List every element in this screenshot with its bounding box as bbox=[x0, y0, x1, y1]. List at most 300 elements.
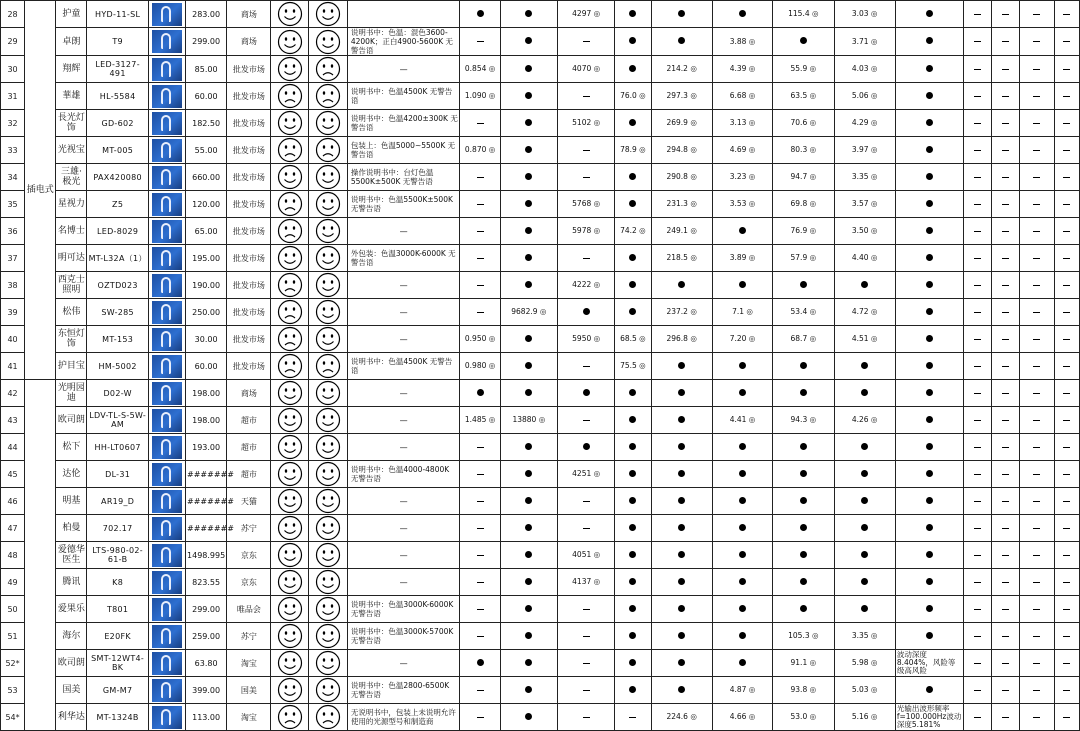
row-number-cell: 45 bbox=[1, 461, 25, 488]
pass-dot-icon bbox=[678, 389, 685, 396]
result-cell-4 bbox=[615, 299, 651, 326]
result-cell-13 bbox=[1054, 56, 1079, 83]
sad-face-icon bbox=[315, 56, 341, 82]
result-cell-8: 3.35 ◎ bbox=[834, 623, 895, 650]
not-applicable-dash-icon bbox=[974, 420, 981, 421]
price-cell: 399.00 bbox=[186, 677, 227, 704]
pass-dot-icon bbox=[861, 443, 868, 450]
pass-dot-icon bbox=[926, 578, 933, 585]
not-applicable-dash-icon bbox=[1002, 528, 1009, 529]
row-number-cell: 40 bbox=[1, 326, 25, 353]
result-cell-4: 68.5 ◎ bbox=[615, 326, 651, 353]
brand-cell: 柏曼 bbox=[56, 515, 87, 542]
sad-face-icon bbox=[277, 326, 303, 352]
smiley-face-icon bbox=[277, 677, 303, 703]
brand-cell: 爱果乐 bbox=[56, 596, 87, 623]
result-cell-9 bbox=[895, 191, 963, 218]
not-applicable-dash-icon bbox=[477, 231, 484, 232]
brand-cell: 三雄·极光 bbox=[56, 164, 87, 191]
result-cell-9 bbox=[895, 677, 963, 704]
pass-dot-icon bbox=[739, 281, 746, 288]
not-applicable-dash-icon bbox=[1002, 231, 1009, 232]
result-cell-3 bbox=[558, 623, 615, 650]
pass-dot-icon bbox=[629, 551, 636, 558]
not-applicable-dash-icon bbox=[974, 231, 981, 232]
table-row bbox=[1, 380, 1080, 407]
result-cell-11 bbox=[992, 272, 1019, 299]
product-image-cell bbox=[148, 191, 185, 218]
result-cell-12 bbox=[1019, 542, 1054, 569]
result-cell-3: 5950 ◎ bbox=[558, 326, 615, 353]
result-cell-11 bbox=[992, 164, 1019, 191]
not-applicable-dash-icon bbox=[1063, 528, 1070, 529]
result-cell-8: 5.16 ◎ bbox=[834, 704, 895, 731]
result-cell-6 bbox=[712, 623, 772, 650]
not-applicable-dash-icon bbox=[974, 582, 981, 583]
result-cell-2 bbox=[500, 596, 557, 623]
row-number-cell: 31 bbox=[1, 83, 25, 110]
pass-dot-icon bbox=[926, 335, 933, 342]
smiley-face-icon bbox=[315, 326, 341, 352]
result-cell-3 bbox=[558, 596, 615, 623]
result-cell-11 bbox=[992, 28, 1019, 56]
pass-dot-icon bbox=[678, 37, 685, 44]
result-cell-4 bbox=[615, 515, 651, 542]
result-cell-10 bbox=[964, 434, 992, 461]
smiley-face-icon bbox=[277, 515, 303, 541]
not-applicable-dash-icon bbox=[583, 177, 590, 178]
rating-2-cell bbox=[308, 83, 347, 110]
description-cell: 无说明书中，包装上未说明允许使用的光源型号和制造商 bbox=[347, 704, 460, 731]
description-cell: — bbox=[347, 56, 460, 83]
result-cell-1 bbox=[460, 245, 500, 272]
result-cell-2 bbox=[500, 218, 557, 245]
pass-dot-icon bbox=[525, 470, 532, 477]
result-cell-13 bbox=[1054, 83, 1079, 110]
result-cell-10 bbox=[964, 515, 992, 542]
result-cell-1 bbox=[460, 569, 500, 596]
result-cell-12 bbox=[1019, 677, 1054, 704]
brand-cell: 明可达 bbox=[56, 245, 87, 272]
result-cell-3: 5768 ◎ bbox=[558, 191, 615, 218]
result-cell-9 bbox=[895, 434, 963, 461]
not-applicable-dash-icon bbox=[1033, 285, 1040, 286]
pass-dot-icon bbox=[525, 362, 532, 369]
rating-2-cell bbox=[308, 218, 347, 245]
pass-dot-icon bbox=[525, 227, 532, 234]
smiley-face-icon bbox=[315, 569, 341, 595]
pass-dot-icon bbox=[678, 281, 685, 288]
result-cell-9 bbox=[895, 110, 963, 137]
not-applicable-dash-icon bbox=[583, 258, 590, 259]
result-cell-7 bbox=[773, 380, 834, 407]
row-number-cell: 46 bbox=[1, 488, 25, 515]
pass-dot-icon bbox=[525, 578, 532, 585]
pass-dot-icon bbox=[800, 551, 807, 558]
smiley-face-icon bbox=[277, 110, 303, 136]
brand-cell: 东恒灯饰 bbox=[56, 326, 87, 353]
result-cell-11 bbox=[992, 623, 1019, 650]
result-cell-11 bbox=[992, 380, 1019, 407]
rating-1-cell bbox=[271, 650, 308, 677]
channel-cell: 苏宁 bbox=[227, 515, 271, 542]
not-applicable-dash-icon bbox=[1002, 69, 1009, 70]
price-cell: ####### bbox=[186, 515, 227, 542]
result-cell-13 bbox=[1054, 110, 1079, 137]
smiley-face-icon bbox=[315, 650, 341, 676]
result-cell-10 bbox=[964, 353, 992, 380]
result-cell-12 bbox=[1019, 137, 1054, 164]
result-cell-10 bbox=[964, 326, 992, 353]
result-cell-2 bbox=[500, 272, 557, 299]
result-cell-8 bbox=[834, 434, 895, 461]
result-cell-12 bbox=[1019, 488, 1054, 515]
smiley-face-icon bbox=[315, 191, 341, 217]
product-image-cell bbox=[148, 488, 185, 515]
not-applicable-dash-icon bbox=[1002, 204, 1009, 205]
not-applicable-dash-icon bbox=[1063, 366, 1070, 367]
result-cell-12 bbox=[1019, 191, 1054, 218]
brand-cell: 欧司朗 bbox=[56, 407, 87, 434]
pass-dot-icon bbox=[525, 65, 532, 72]
rating-2-cell bbox=[308, 488, 347, 515]
result-cell-5: 296.8 ◎ bbox=[651, 326, 712, 353]
model-cell: HH-LT0607 bbox=[87, 434, 148, 461]
price-cell: 85.00 bbox=[186, 56, 227, 83]
not-applicable-dash-icon bbox=[477, 177, 484, 178]
result-cell-10 bbox=[964, 191, 992, 218]
result-cell-12 bbox=[1019, 569, 1054, 596]
not-applicable-dash-icon bbox=[1063, 690, 1070, 691]
product-image-cell bbox=[148, 137, 185, 164]
result-cell-13 bbox=[1054, 650, 1079, 677]
not-applicable-dash-icon bbox=[974, 41, 981, 42]
brand-cell: 名博士 bbox=[56, 218, 87, 245]
product-image-cell bbox=[148, 704, 185, 731]
model-cell: MT-1324B bbox=[87, 704, 148, 731]
model-cell: 702.17 bbox=[87, 515, 148, 542]
smiley-face-icon bbox=[315, 461, 341, 487]
result-cell-12 bbox=[1019, 515, 1054, 542]
sad-face-icon bbox=[277, 272, 303, 298]
brand-cell: 華雄 bbox=[56, 83, 87, 110]
not-applicable-dash-icon bbox=[974, 366, 981, 367]
not-applicable-dash-icon bbox=[1033, 14, 1040, 15]
result-cell-10 bbox=[964, 137, 992, 164]
price-cell: 823.55 bbox=[186, 569, 227, 596]
table-row bbox=[1, 56, 1080, 83]
result-cell-13 bbox=[1054, 218, 1079, 245]
not-applicable-dash-icon bbox=[1002, 41, 1009, 42]
table-row bbox=[1, 488, 1080, 515]
result-cell-3: 4222 ◎ bbox=[558, 272, 615, 299]
result-cell-13 bbox=[1054, 272, 1079, 299]
pass-dot-icon bbox=[525, 173, 532, 180]
lamp-photo bbox=[152, 436, 182, 459]
result-cell-2 bbox=[500, 488, 557, 515]
row-number-cell: 35 bbox=[1, 191, 25, 218]
result-cell-13 bbox=[1054, 623, 1079, 650]
rating-1-cell bbox=[271, 245, 308, 272]
table-row bbox=[1, 677, 1080, 704]
smiley-face-icon bbox=[315, 407, 341, 433]
price-cell: 65.00 bbox=[186, 218, 227, 245]
row-number-cell: 43 bbox=[1, 407, 25, 434]
description-cell: 说明书中：色温5500K±500K 无警告语 bbox=[347, 191, 460, 218]
product-image-cell bbox=[148, 623, 185, 650]
result-cell-10 bbox=[964, 596, 992, 623]
result-cell-7: 68.7 ◎ bbox=[773, 326, 834, 353]
result-cell-3 bbox=[558, 28, 615, 56]
pass-dot-icon bbox=[525, 443, 532, 450]
result-cell-5: 269.9 ◎ bbox=[651, 110, 712, 137]
result-cell-10 bbox=[964, 704, 992, 731]
pass-dot-icon bbox=[525, 119, 532, 126]
result-cell-9 bbox=[895, 218, 963, 245]
table-row bbox=[1, 245, 1080, 272]
result-cell-6: 4.41 ◎ bbox=[712, 407, 772, 434]
result-cell-3: 4051 ◎ bbox=[558, 542, 615, 569]
pass-dot-icon bbox=[525, 497, 532, 504]
not-applicable-dash-icon bbox=[1033, 609, 1040, 610]
row-number-cell: 41 bbox=[1, 353, 25, 380]
result-cell-3: 5102 ◎ bbox=[558, 110, 615, 137]
pass-dot-icon bbox=[629, 37, 636, 44]
channel-cell: 商场 bbox=[227, 1, 271, 28]
channel-cell: 京东 bbox=[227, 542, 271, 569]
pass-dot-icon bbox=[926, 119, 933, 126]
not-applicable-dash-icon bbox=[477, 528, 484, 529]
pass-dot-icon bbox=[678, 497, 685, 504]
rating-1-cell bbox=[271, 407, 308, 434]
lamp-photo bbox=[152, 328, 182, 351]
result-cell-10 bbox=[964, 623, 992, 650]
rating-2-cell bbox=[308, 704, 347, 731]
lamp-photo bbox=[152, 30, 182, 53]
result-cell-9 bbox=[895, 542, 963, 569]
not-applicable-dash-icon bbox=[1063, 717, 1070, 718]
result-cell-5: 214.2 ◎ bbox=[651, 56, 712, 83]
sad-face-icon bbox=[277, 83, 303, 109]
pass-dot-icon bbox=[926, 605, 933, 612]
pass-dot-icon bbox=[678, 470, 685, 477]
smiley-face-icon bbox=[277, 650, 303, 676]
result-cell-12 bbox=[1019, 623, 1054, 650]
not-applicable-dash-icon bbox=[1033, 636, 1040, 637]
description-cell: — bbox=[347, 650, 460, 677]
result-cell-6: 4.69 ◎ bbox=[712, 137, 772, 164]
result-cell-13 bbox=[1054, 569, 1079, 596]
result-cell-7: 93.8 ◎ bbox=[773, 677, 834, 704]
price-cell: 182.50 bbox=[186, 110, 227, 137]
result-cell-6 bbox=[712, 272, 772, 299]
rating-2-cell bbox=[308, 110, 347, 137]
pass-dot-icon bbox=[739, 10, 746, 17]
pass-dot-icon bbox=[861, 362, 868, 369]
pass-dot-icon bbox=[926, 227, 933, 234]
not-applicable-dash-icon bbox=[1002, 717, 1009, 718]
rating-2-cell bbox=[308, 407, 347, 434]
pass-dot-icon bbox=[525, 10, 532, 17]
lamp-photo bbox=[152, 490, 182, 513]
result-cell-4 bbox=[615, 380, 651, 407]
not-applicable-dash-icon bbox=[1002, 339, 1009, 340]
result-cell-11 bbox=[992, 83, 1019, 110]
description-cell: — bbox=[347, 326, 460, 353]
rating-2-cell bbox=[308, 461, 347, 488]
not-applicable-dash-icon bbox=[974, 14, 981, 15]
result-cell-9: 光输出波形频率f=100.000Hz波动深度5.181% bbox=[895, 704, 963, 731]
not-applicable-dash-icon bbox=[1063, 636, 1070, 637]
smiley-face-icon bbox=[277, 380, 303, 406]
result-cell-1 bbox=[460, 110, 500, 137]
result-cell-11 bbox=[992, 569, 1019, 596]
result-cell-5: 237.2 ◎ bbox=[651, 299, 712, 326]
result-cell-12 bbox=[1019, 407, 1054, 434]
not-applicable-dash-icon bbox=[974, 204, 981, 205]
result-cell-10 bbox=[964, 407, 992, 434]
price-cell: 259.00 bbox=[186, 623, 227, 650]
result-cell-9 bbox=[895, 569, 963, 596]
model-cell: LTS-980-02-61-B bbox=[87, 542, 148, 569]
result-cell-4: 76.0 ◎ bbox=[615, 83, 651, 110]
product-image-cell bbox=[148, 380, 185, 407]
model-cell: SW-285 bbox=[87, 299, 148, 326]
result-cell-11 bbox=[992, 407, 1019, 434]
rating-1-cell bbox=[271, 542, 308, 569]
pass-dot-icon bbox=[800, 605, 807, 612]
pass-dot-icon bbox=[629, 686, 636, 693]
table-row bbox=[1, 164, 1080, 191]
pass-dot-icon bbox=[739, 443, 746, 450]
result-cell-1: 0.854 ◎ bbox=[460, 56, 500, 83]
result-cell-3 bbox=[558, 434, 615, 461]
smiley-face-icon bbox=[315, 272, 341, 298]
channel-cell: 批发市场 bbox=[227, 353, 271, 380]
pass-dot-icon bbox=[629, 578, 636, 585]
result-cell-6: 3.23 ◎ bbox=[712, 164, 772, 191]
table-row bbox=[1, 299, 1080, 326]
pass-dot-icon bbox=[861, 497, 868, 504]
smiley-face-icon bbox=[277, 434, 303, 460]
not-applicable-dash-icon bbox=[583, 420, 590, 421]
lamp-photo bbox=[152, 301, 182, 324]
result-cell-8: 3.03 ◎ bbox=[834, 1, 895, 28]
result-cell-7 bbox=[773, 488, 834, 515]
not-applicable-dash-icon bbox=[1033, 420, 1040, 421]
not-applicable-dash-icon bbox=[477, 204, 484, 205]
result-cell-9 bbox=[895, 623, 963, 650]
product-image-cell bbox=[148, 245, 185, 272]
channel-cell: 批发市场 bbox=[227, 191, 271, 218]
result-cell-1: 0.950 ◎ bbox=[460, 326, 500, 353]
price-cell: 250.00 bbox=[186, 299, 227, 326]
description-cell: 说明书中：色温4500K 无警告语 bbox=[347, 83, 460, 110]
lamp-photo bbox=[152, 220, 182, 243]
pass-dot-icon bbox=[678, 551, 685, 558]
description-cell: 说明书中：色温3000K-6000K 无警告语 bbox=[347, 596, 460, 623]
result-cell-5 bbox=[651, 461, 712, 488]
result-cell-3: 5978 ◎ bbox=[558, 218, 615, 245]
price-cell: 55.00 bbox=[186, 137, 227, 164]
product-image-cell bbox=[148, 164, 185, 191]
pass-dot-icon bbox=[678, 416, 685, 423]
table-row bbox=[1, 272, 1080, 299]
not-applicable-dash-icon bbox=[974, 717, 981, 718]
pass-dot-icon bbox=[926, 524, 933, 531]
result-cell-13 bbox=[1054, 245, 1079, 272]
result-cell-5 bbox=[651, 515, 712, 542]
not-applicable-dash-icon bbox=[1002, 285, 1009, 286]
result-cell-11 bbox=[992, 218, 1019, 245]
channel-cell: 淘宝 bbox=[227, 704, 271, 731]
result-cell-1 bbox=[460, 596, 500, 623]
product-image-cell bbox=[148, 596, 185, 623]
result-cell-11 bbox=[992, 1, 1019, 28]
result-cell-12 bbox=[1019, 353, 1054, 380]
product-image-cell bbox=[148, 110, 185, 137]
result-cell-9 bbox=[895, 407, 963, 434]
price-cell: 299.00 bbox=[186, 28, 227, 56]
not-applicable-dash-icon bbox=[974, 528, 981, 529]
channel-cell: 商场 bbox=[227, 28, 271, 56]
not-applicable-dash-icon bbox=[1063, 474, 1070, 475]
row-number-cell: 53 bbox=[1, 677, 25, 704]
model-cell: DL-31 bbox=[87, 461, 148, 488]
result-cell-3 bbox=[558, 137, 615, 164]
result-cell-11 bbox=[992, 299, 1019, 326]
sad-face-icon bbox=[277, 353, 303, 379]
not-applicable-dash-icon bbox=[1002, 447, 1009, 448]
row-number-cell: 28 bbox=[1, 1, 25, 28]
price-cell: 190.00 bbox=[186, 272, 227, 299]
not-applicable-dash-icon bbox=[583, 690, 590, 691]
not-applicable-dash-icon bbox=[1033, 204, 1040, 205]
table-row bbox=[1, 542, 1080, 569]
lamp-photo bbox=[152, 571, 182, 594]
pass-dot-icon bbox=[629, 119, 636, 126]
result-cell-9 bbox=[895, 596, 963, 623]
not-applicable-dash-icon bbox=[1033, 690, 1040, 691]
smiley-face-icon bbox=[277, 596, 303, 622]
product-image-cell bbox=[148, 407, 185, 434]
sad-face-icon bbox=[277, 299, 303, 325]
product-image-cell bbox=[148, 461, 185, 488]
model-cell: LED-8029 bbox=[87, 218, 148, 245]
result-cell-10 bbox=[964, 218, 992, 245]
result-cell-8 bbox=[834, 353, 895, 380]
result-cell-8 bbox=[834, 569, 895, 596]
result-cell-5 bbox=[651, 596, 712, 623]
result-cell-6 bbox=[712, 353, 772, 380]
result-cell-3 bbox=[558, 515, 615, 542]
result-cell-4 bbox=[615, 677, 651, 704]
description-cell: — bbox=[347, 272, 460, 299]
result-cell-9 bbox=[895, 461, 963, 488]
price-cell: ####### bbox=[186, 488, 227, 515]
rating-1-cell bbox=[271, 191, 308, 218]
result-cell-8: 3.35 ◎ bbox=[834, 164, 895, 191]
not-applicable-dash-icon bbox=[1063, 312, 1070, 313]
result-cell-10 bbox=[964, 488, 992, 515]
channel-cell: 超市 bbox=[227, 407, 271, 434]
sad-face-icon bbox=[315, 137, 341, 163]
result-cell-12 bbox=[1019, 28, 1054, 56]
not-applicable-dash-icon bbox=[1063, 285, 1070, 286]
not-applicable-dash-icon bbox=[1063, 96, 1070, 97]
result-cell-1 bbox=[460, 488, 500, 515]
pass-dot-icon bbox=[861, 524, 868, 531]
